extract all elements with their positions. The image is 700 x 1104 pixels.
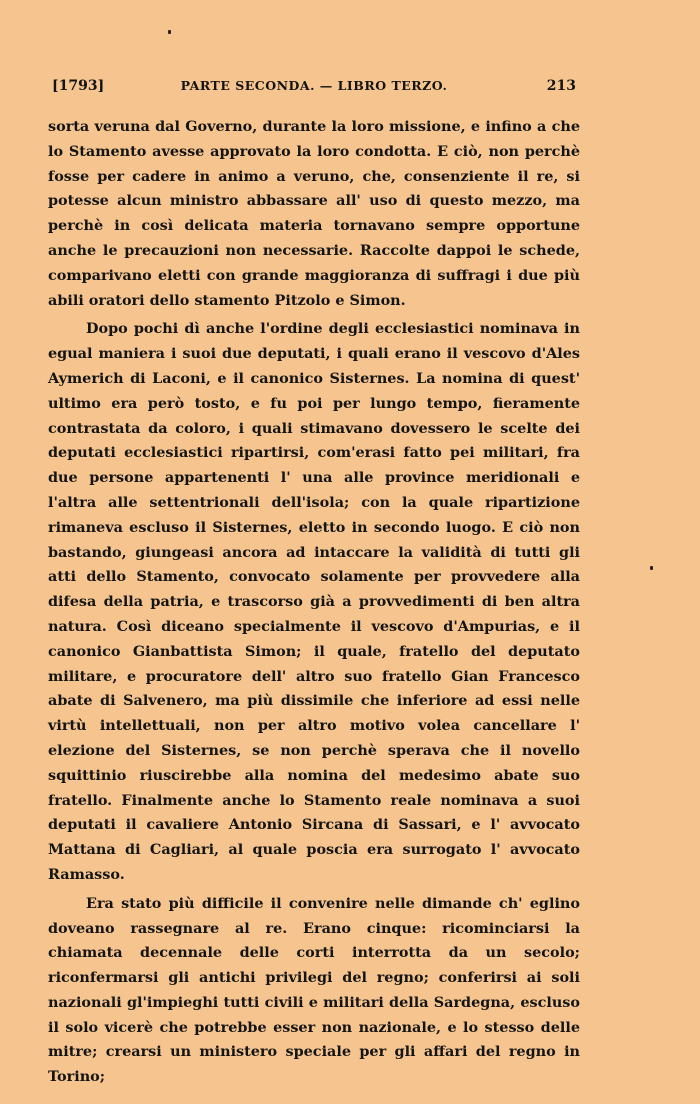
ink-speck <box>168 30 171 34</box>
ink-speck <box>650 566 653 570</box>
page-number: 213 <box>546 78 576 94</box>
paragraph-3: Era stato più difficile il convenire nelle dimande ch' eglino doveano rassegnare al re. Erano cinque: ricominciarsi la chiamata decennale delle corti interrotta da un secolo; riconfermarsi gli antichi privilegi del regno; conferirsi ai soli nazionali gl'impieghi tutti civili e militari della Sardegna, escluso il solo vicerè che potrebbe esser non nazionale, e lo stesso delle mitre; crearsi un ministero speciale per gli affari del regno in Torino; <box>48 894 580 1086</box>
paragraph-1: sorta veruna dal Governo, durante la loro missione, e infino a che lo Stamento avesse approvato la loro condotta. E ciò, non perchè fosse per cadere in animo a veruno, che, consenziente il re, si potesse alcun ministro abbassare all' uso di questo mezzo, ma perchè in così delicata materia tornavano sempre opportune anche le precauzioni non necessarie. Raccolte dappoi le schede, comparivano eletti con grande maggioranza di suffragi i due più abili oratori dello stamento Pitzolo e Simon. <box>48 118 580 309</box>
running-header <box>52 78 576 98</box>
header-title: PARTE SECONDA. — LIBRO TERZO. <box>180 78 448 93</box>
page-body <box>48 115 580 1094</box>
header-year: [1793] <box>52 78 105 94</box>
paragraph-2: Dopo pochi dì anche l'ordine degli ecclesiastici nominava in egual maniera i suoi due deputati, i quali erano il vescovo d'Ales Aymerich di Laconi, e il canonico Sisternes. La nomina di quest' ultimo era però tosto, e fu poi per lungo tempo, fieramente contrastata da coloro, i quali stimavano dovessero le scelte dei deputati ecclesiastici ripartirsi, com'erasi fatto pei militari, fra due persone appartenenti l' una alle province meridionali e l'altra alle settentrionali dell'isola; con la quale ripartizione rimaneva escluso il Sisternes, eletto in secondo luogo. E ciò non bastando, giungeasi ancora ad intaccare la validità di tutti gli atti dello Stamento, convocato solamente per provvedere alla difesa della patria, e trascorso già a provvedimenti di ben altra natura. Così diceano specialmente il vescovo d'Ampurias, e il canonico Gianbattista Simon; il quale, fratello del deputato militare, e procuratore dell' altro suo fratello Gian Francesco abate di Salvenero, ma più dissimile che inferiore ad essi nelle virtù intellettuali, non per altro motivo volea cancellare l' elezione del Sisternes, se non perchè sperava che il novello squittinio riuscirebbe alla nomina del medesimo abate suo fratello. Finalmente anche lo Stamento reale nominava a suoi deputati il cavaliere Antonio Sircana di Sassari, e l' avvocato Mattana di Cagliari, al quale poscia era surrogato l' avvocato Ramasso. <box>48 320 580 883</box>
